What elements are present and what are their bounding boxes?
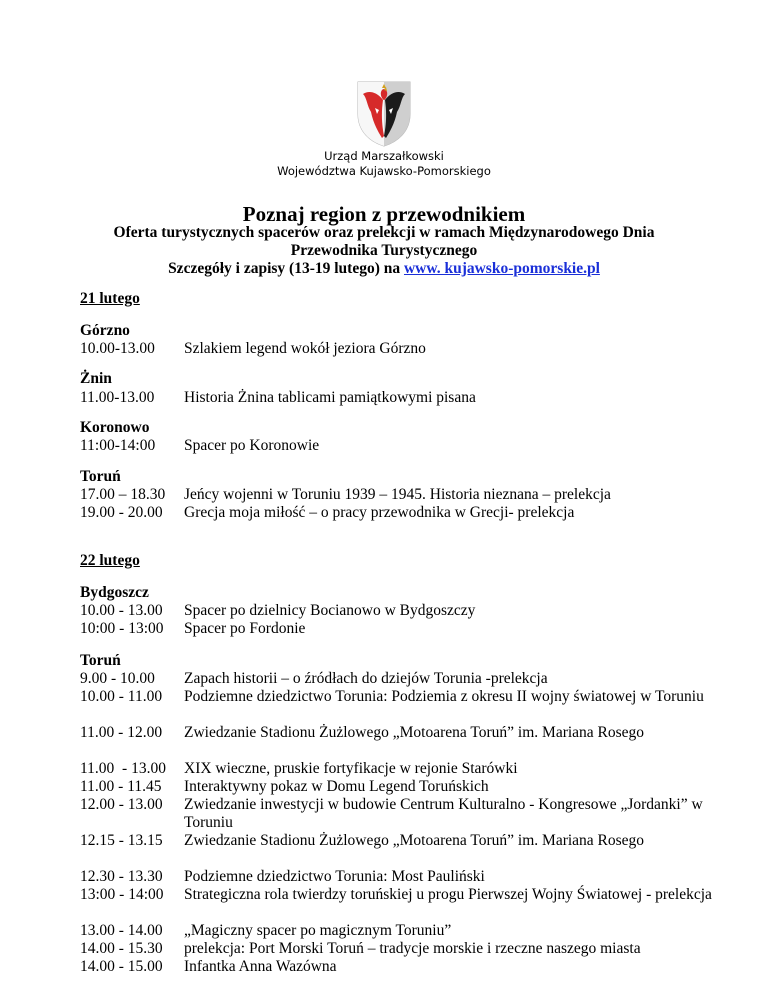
event-time: 11.00 - 11.45 [80,778,162,795]
event-time: 11.00 - 12.00 [80,724,163,741]
event-description: „Magiczny spacer po magicznym Toruniu” [184,922,452,939]
subtitle-line2: Przewodnika Turystycznego [290,242,478,259]
event-description: Spacer po Koronowie [184,437,320,454]
event-time: 12.00 - 13.00 [80,796,163,813]
place-heading-koronowo: Koronowo [80,419,150,436]
event-description: Grecja moja miłość – o pracy przewodnika w Grecji- prelekcja [184,504,575,521]
place-heading-gorzno: Górzno [80,322,130,339]
event-time: 17.00 – 18.30 [80,486,166,503]
event-description: Spacer po Fordonie [184,620,306,637]
event-time: 19.00 - 20.00 [80,504,163,521]
event-time: 10.00 - 13.00 [80,602,163,619]
event-description: Jeńcy wojenni w Toruniu 1939 – 1945. Historia nieznana – prelekcja [184,486,611,503]
event-time: 13.00 - 14.00 [80,922,163,939]
event-time: 14.00 - 15.30 [80,940,163,957]
event-description: Zwiedzanie Stadionu Żużlowego „Motoarena Toruń” im. Mariana Rosego [184,832,645,849]
event-time: 11:00-14:00 [80,437,156,454]
subtitle-line3-text: Szczegóły i zapisy (13-19 lutego) na [168,260,404,277]
event-description: Infantka Anna Wazówna [184,958,337,975]
place-heading-bydgoszcz: Bydgoszcz [80,584,149,601]
event-time: 10.00 - 11.00 [80,688,163,705]
page-title: Poznaj region z przewodnikiem [242,202,526,226]
event-time: 14.00 - 15.00 [80,958,163,975]
place-heading-znin: Żnin [80,370,112,387]
event-time: 12.30 - 13.30 [80,868,163,885]
date-heading-21: 21 lutego [80,290,140,307]
event-description: Szlakiem legend wokół jeziora Górzno [184,340,426,357]
event-description: Podziemne dziedzictwo Torunia: Most Pauliński [184,868,485,885]
event-time: 9.00 - 10.00 [80,670,155,687]
event-description: XIX wieczne, pruskie fortyfikacje w rejonie Starówki [184,760,518,777]
place-heading-torun-22: Toruń [80,652,121,669]
eagle-griffin-crest-icon [355,80,413,148]
event-time: 10.00-13.00 [80,340,155,357]
event-time: 11.00 - 13.00 [80,760,166,777]
place-heading-torun-21: Toruń [80,468,121,485]
event-description: Zwiedzanie Stadionu Żużlowego „Motoarena Toruń” im. Mariana Rosego [184,724,645,741]
event-time: 11.00-13.00 [80,389,155,406]
event-description: Zapach historii – o źródłach do dziejów Torunia -prelekcja [184,670,548,687]
subtitle-line1: Oferta turystycznych spacerów oraz prelekcji w ramach Międzynarodowego Dnia [113,224,655,241]
org-name-line2: Województwa Kujawsko-Pomorskiego [277,164,491,178]
org-name-line1: Urząd Marszałkowski [324,149,444,163]
subtitle-line3 [0,260,768,278]
event-description: Podziemne dziedzictwo Torunia: Podziemia z okresu II wojny światowej w Toruniu [184,688,704,705]
event-description: Strategiczna rola twierdzy toruńskiej u progu Pierwszej Wojny Światowej - prelekcja [184,886,712,903]
event-description: Zwiedzanie inwestycji w budowie Centrum Kulturalno - Kongresowe „Jordanki” w Toruniu [184,796,703,831]
event-description: Historia Żnina tablicami pamiątkowymi pisana [184,389,476,406]
event-time: 10:00 - 13:00 [80,620,164,637]
date-heading-22: 22 lutego [80,552,140,569]
event-time: 13:00 - 14:00 [80,886,164,903]
event-description: prelekcja: Port Morski Toruń – tradycje morskie i rzeczne naszego miasta [184,940,641,957]
event-time: 12.15 - 13.15 [80,832,163,849]
website-link[interactable]: www. kujawsko-pomorskie.pl [403,260,600,277]
event-description: Interaktywny pokaz w Domu Legend Toruńskich [184,778,489,795]
event-description: Spacer po dzielnicy Bocianowo w Bydgoszczy [184,602,476,619]
